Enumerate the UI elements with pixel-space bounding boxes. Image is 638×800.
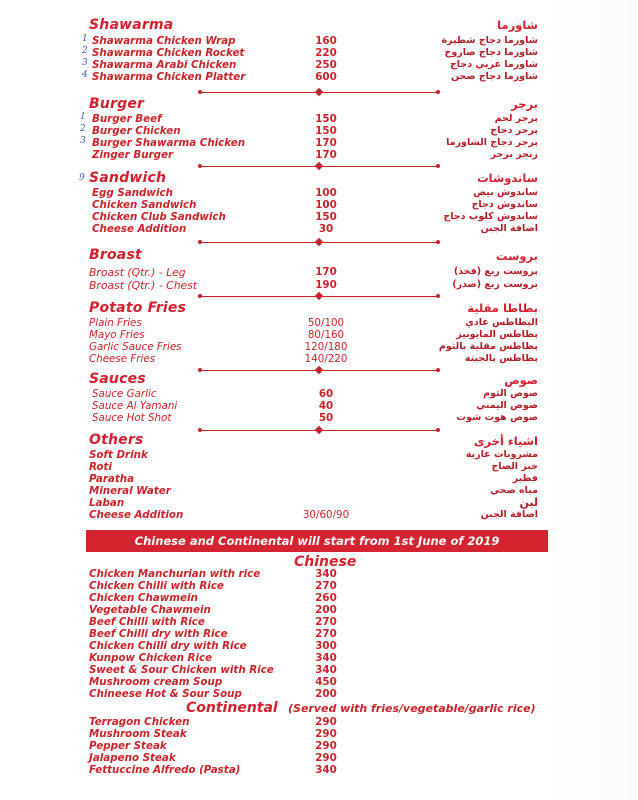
menu-item-name: Terragon Chicken <box>89 716 190 728</box>
menu-item-arabic: لبن <box>519 496 538 509</box>
handwritten-mark: 1 <box>82 34 88 44</box>
section-title-burger-ar: برجر <box>511 97 538 111</box>
section-title-chinese: Chinese <box>294 554 357 570</box>
menu-item-name: Chicken Chilli with Rice <box>89 580 224 592</box>
menu-item-arabic: زنجر برجر <box>490 149 538 160</box>
menu-item-arabic: ساندوش دجاج <box>471 199 538 210</box>
menu-item-name: Mushroom cream Soup <box>89 676 223 688</box>
section-title-sandwich-ar: ساندوشات <box>477 171 538 185</box>
menu-item-price: 290 <box>315 740 337 752</box>
section-title-others-ar: اشياء أخرى <box>473 434 538 448</box>
section-title-broast-ar: بروست <box>495 249 538 263</box>
menu-item-name: Pepper Steak <box>89 740 167 752</box>
menu-item-price: 290 <box>315 752 337 764</box>
handwritten-mark: 2 <box>80 124 86 134</box>
menu-item-price: 50 <box>318 412 334 424</box>
section-title-fries: Potato Fries <box>89 300 187 316</box>
menu-item-name: Kunpow Chicken Rice <box>89 652 213 664</box>
menu-item-price: 60 <box>318 388 334 400</box>
menu-item-price: 170 <box>315 266 337 278</box>
announcement-banner: Chinese and Continental will start from 1st June of 2019 <box>86 530 548 552</box>
menu-item-name: Shawarma Chicken Wrap <box>92 35 236 47</box>
menu-item-arabic: مشروبات غازية <box>465 449 538 460</box>
menu-item-price: 340 <box>315 568 337 580</box>
menu-item-arabic: بروست ربع (صدر) <box>452 279 538 290</box>
menu-item-name: Chineese Hot & Sour Soup <box>89 688 242 700</box>
menu-item-price: 600 <box>315 71 337 83</box>
menu-item-price: 50/100 <box>307 317 345 329</box>
menu-item-price: 80/160 <box>307 329 345 341</box>
menu-item-price: 250 <box>315 59 337 71</box>
menu-item-name: Cheese Addition <box>92 223 187 235</box>
section-title-sauces-ar: صوص <box>504 373 538 387</box>
menu-item-name: Chicken Club Sandwich <box>92 211 226 223</box>
menu-item-name: Soft Drink <box>89 449 148 461</box>
menu-item-price: 150 <box>315 113 337 125</box>
menu-item-price: 290 <box>315 716 337 728</box>
menu-item-arabic: صوص اليمني <box>476 400 538 411</box>
menu-item-name: Chicken Chilli dry with Rice <box>89 640 247 652</box>
menu-item-price: 340 <box>315 664 337 676</box>
menu-item-price: 260 <box>315 592 337 604</box>
menu-item-arabic: اضافة الجبن <box>480 509 538 520</box>
menu-item-price: 340 <box>315 764 337 776</box>
section-title-shawarma-ar: شاورما <box>497 18 538 32</box>
menu-item-price: 340 <box>315 652 337 664</box>
menu-item-name: Cheese Fries <box>89 353 156 365</box>
menu-item-arabic: اضافة الجبن <box>480 223 538 234</box>
menu-item-name: Plain Fries <box>89 317 142 329</box>
menu-item-price: 170 <box>315 149 337 161</box>
menu-item-name: Burger Shawarma Chicken <box>92 137 246 149</box>
menu-item-price: 290 <box>315 728 337 740</box>
menu-item-name: Shawarma Arabi Chicken <box>92 59 237 71</box>
menu-item-price: 140/220 <box>304 353 348 365</box>
menu-item-arabic: بطاطس المايونيز <box>456 329 538 340</box>
menu-item-price: 270 <box>315 628 337 640</box>
menu-item-price: 220 <box>315 47 337 59</box>
section-title-broast: Broast <box>89 247 142 263</box>
menu-item-name: Sweet & Sour Chicken with Rice <box>89 664 274 676</box>
handwritten-mark: 1 <box>80 112 86 122</box>
menu-item-arabic: فطير <box>512 473 538 484</box>
scan-shading <box>544 0 638 800</box>
menu-item-price: 270 <box>315 580 337 592</box>
menu-item-name: Broast (Qtr.) - Chest <box>89 279 198 292</box>
handwritten-mark: 3 <box>82 58 88 68</box>
menu-item-name: Mayo Fries <box>89 329 145 341</box>
menu-item-name: Sauce Garlic <box>92 388 157 400</box>
menu-item-price: 150 <box>315 125 337 137</box>
continental-note: (Served with fries/vegetable/garlic rice) <box>288 702 536 715</box>
menu-item-name: Beef Chilli with Rice <box>89 616 205 628</box>
section-title-sauces: Sauces <box>89 371 146 387</box>
menu-item-price: 270 <box>315 616 337 628</box>
menu-item-arabic: شاورما دجاج شطيرة <box>441 35 538 46</box>
section-divider <box>200 370 438 371</box>
menu-item-name: Chicken Sandwich <box>92 199 197 211</box>
menu-item-name: Cheese Addition <box>89 509 184 521</box>
menu-item-arabic: صوص الثوم <box>483 388 538 399</box>
menu-item-name: Shawarma Chicken Rocket <box>92 47 245 59</box>
menu-item-price: 120/180 <box>304 341 348 353</box>
menu-item-price: 170 <box>315 137 337 149</box>
menu-item-name: Beef Chilli dry with Rice <box>89 628 228 640</box>
menu-item-price: 200 <box>315 688 337 700</box>
menu-item-arabic: خبز الصاج <box>491 461 538 472</box>
menu-item-arabic: البطاطس عادي <box>465 317 538 328</box>
menu-item-arabic: بطاطس مقلية بالثوم <box>438 341 538 352</box>
menu-item-name: Shawarma Chicken Platter <box>92 71 246 83</box>
menu-item-price: 100 <box>315 199 337 211</box>
section-divider <box>200 296 438 297</box>
menu-item-price: 160 <box>315 35 337 47</box>
menu-item-price: 30 <box>318 223 334 235</box>
handwritten-mark: 9 <box>79 173 85 183</box>
menu-item-name: Chicken Chawmein <box>89 592 198 604</box>
menu-item-name: Broast (Qtr.) - Leg <box>89 266 186 279</box>
section-title-shawarma: Shawarma <box>89 17 174 33</box>
menu-item-name: Sauce Hot Shot <box>92 412 172 424</box>
menu-item-price: 200 <box>315 604 337 616</box>
menu-item-arabic: شاورما دجاج صحن <box>450 71 538 82</box>
menu-item-price: 40 <box>318 400 334 412</box>
section-title-continental: Continental <box>186 700 278 716</box>
menu-item-name: Burger Beef <box>92 113 162 125</box>
handwritten-mark: 3 <box>80 136 86 146</box>
menu-item-name: Vegetable Chawmein <box>89 604 211 616</box>
menu-item-name: Roti <box>89 461 112 473</box>
menu-item-name: Mushroom Steak <box>89 728 187 740</box>
menu-item-price: 100 <box>315 187 337 199</box>
menu-item-arabic: ساندوش بيض <box>473 187 538 198</box>
menu-item-arabic: شاورما دجاج صاروخ <box>444 47 538 58</box>
menu-item-name: Paratha <box>89 473 135 485</box>
menu-item-name: Zinger Burger <box>92 149 174 161</box>
menu-item-arabic: برجر لحم <box>494 113 538 124</box>
menu-item-name: Jalapeno Steak <box>89 752 176 764</box>
menu-item-name: Garlic Sauce Fries <box>89 341 182 353</box>
section-divider <box>200 166 438 167</box>
menu-item-arabic: بطاطس بالجبنة <box>464 353 538 364</box>
section-title-burger: Burger <box>89 96 145 112</box>
section-title-fries-ar: بطاطا مقلية <box>467 301 538 315</box>
menu-item-name: Burger Chicken <box>92 125 181 137</box>
menu-item-name: Laban <box>89 497 125 509</box>
menu-item-arabic: شاورما عربي دجاج <box>449 59 538 70</box>
section-divider <box>200 92 438 93</box>
section-title-others: Others <box>89 432 144 448</box>
menu-item-arabic: بروست ربع (فخذ) <box>453 266 538 277</box>
menu-item-arabic: ساندوش كلوب دجاج <box>443 211 538 222</box>
menu-item-arabic: برجر دجاج <box>490 125 538 136</box>
menu-item-arabic: صوص هوت شوت <box>456 412 538 423</box>
handwritten-mark: 2 <box>82 46 88 56</box>
menu-item-arabic: برجر دجاج الشاورما <box>446 137 538 148</box>
menu-item-price: 30/60/90 <box>302 509 350 521</box>
handwritten-mark: 4 <box>82 70 88 80</box>
menu-item-price: 300 <box>315 640 337 652</box>
menu-item-price: 190 <box>315 279 337 291</box>
section-divider <box>200 242 438 243</box>
section-title-sandwich: Sandwich <box>89 170 167 186</box>
menu-item-price: 150 <box>315 211 337 223</box>
section-divider <box>200 430 438 431</box>
menu-item-name: Mineral Water <box>89 485 171 497</box>
menu-item-name: Sauce Al Yamani <box>92 400 178 412</box>
menu-item-name: Egg Sandwich <box>92 187 173 199</box>
menu-item-arabic: مياه صحي <box>490 485 538 496</box>
menu-item-name: Fettuccine Alfredo (Pasta) <box>89 764 241 776</box>
menu-item-price: 450 <box>315 676 337 688</box>
menu-item-name: Chicken Manchurian with rice <box>89 568 261 580</box>
